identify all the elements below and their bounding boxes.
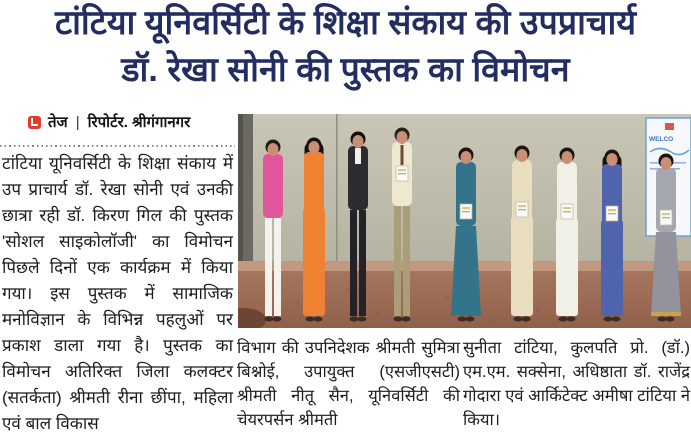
- headline-line-2: डॉ. रेखा सोनी की पुस्तक का विमोचन: [121, 51, 570, 89]
- byline-paper-name: तेज: [48, 114, 68, 131]
- headline-line-1: टांटिया यूनिवर्सिटी के शिक्षा संकाय की उपप्राचार्य: [54, 4, 637, 42]
- person-woman-cream-suit: [511, 146, 533, 322]
- dotted-divider: [0, 145, 235, 148]
- event-photo-scene: [238, 114, 691, 328]
- photo-wall-seam: [336, 114, 338, 266]
- byline-divider: |: [75, 113, 80, 131]
- person-woman-white-suit: [556, 148, 578, 322]
- article-body: टांटिया यूनिवर्सिटी के शिक्षा संकाय में उप प्राचार्य डॉ. रेखा सोनी एवं उनकी छात्रा रही डॉ. किरण गिल की पुस्तक 'सोशल साइकोलॉजी' का विमोचन पिछले दिनों एक कार्यक्रम में किया गया। इस पुस्तक में सामाजिक मनोविज्ञान के विभिन्न पहलुओं पर प्रकाश डाला गया है। पुस्तक का विमोचन अतिरिक्त जिला कलक्टर (सतर्कता) श्रीमती रीना छींपा, महिला एवं बाल विकास: [2, 154, 233, 433]
- photo-caption-right: सुनीता टांटिया, कुलपति प्रो. (डॉ.) एम.एम. सक्सेना, अधिष्ठाता डॉ. राजेंद्र गोदारा एवं आर्किटेक्ट अमीषा टांटिया ने किया।: [463, 339, 691, 429]
- byline: [28, 112, 190, 132]
- banner-emblem: [665, 123, 674, 130]
- person-woman-blue-suit: [601, 150, 623, 322]
- byline-reporter: रिपोर्टर. श्रीगंगानगर: [87, 114, 191, 131]
- event-photo: [238, 114, 691, 328]
- photo-caption-left: विभाग की उपनिदेशक श्रीमती सुमित्रा बिश्नोई, उपायुक्त (एसजीएसटी) श्रीमती नीतू सैन, यूनिवर्सिटी की चेयरपर्सन श्रीमती: [237, 339, 460, 429]
- press-logo-icon: [28, 116, 41, 129]
- banner-text: WELCO: [649, 136, 674, 143]
- person-woman-orange-suit: [303, 138, 325, 322]
- headline: [0, 0, 691, 94]
